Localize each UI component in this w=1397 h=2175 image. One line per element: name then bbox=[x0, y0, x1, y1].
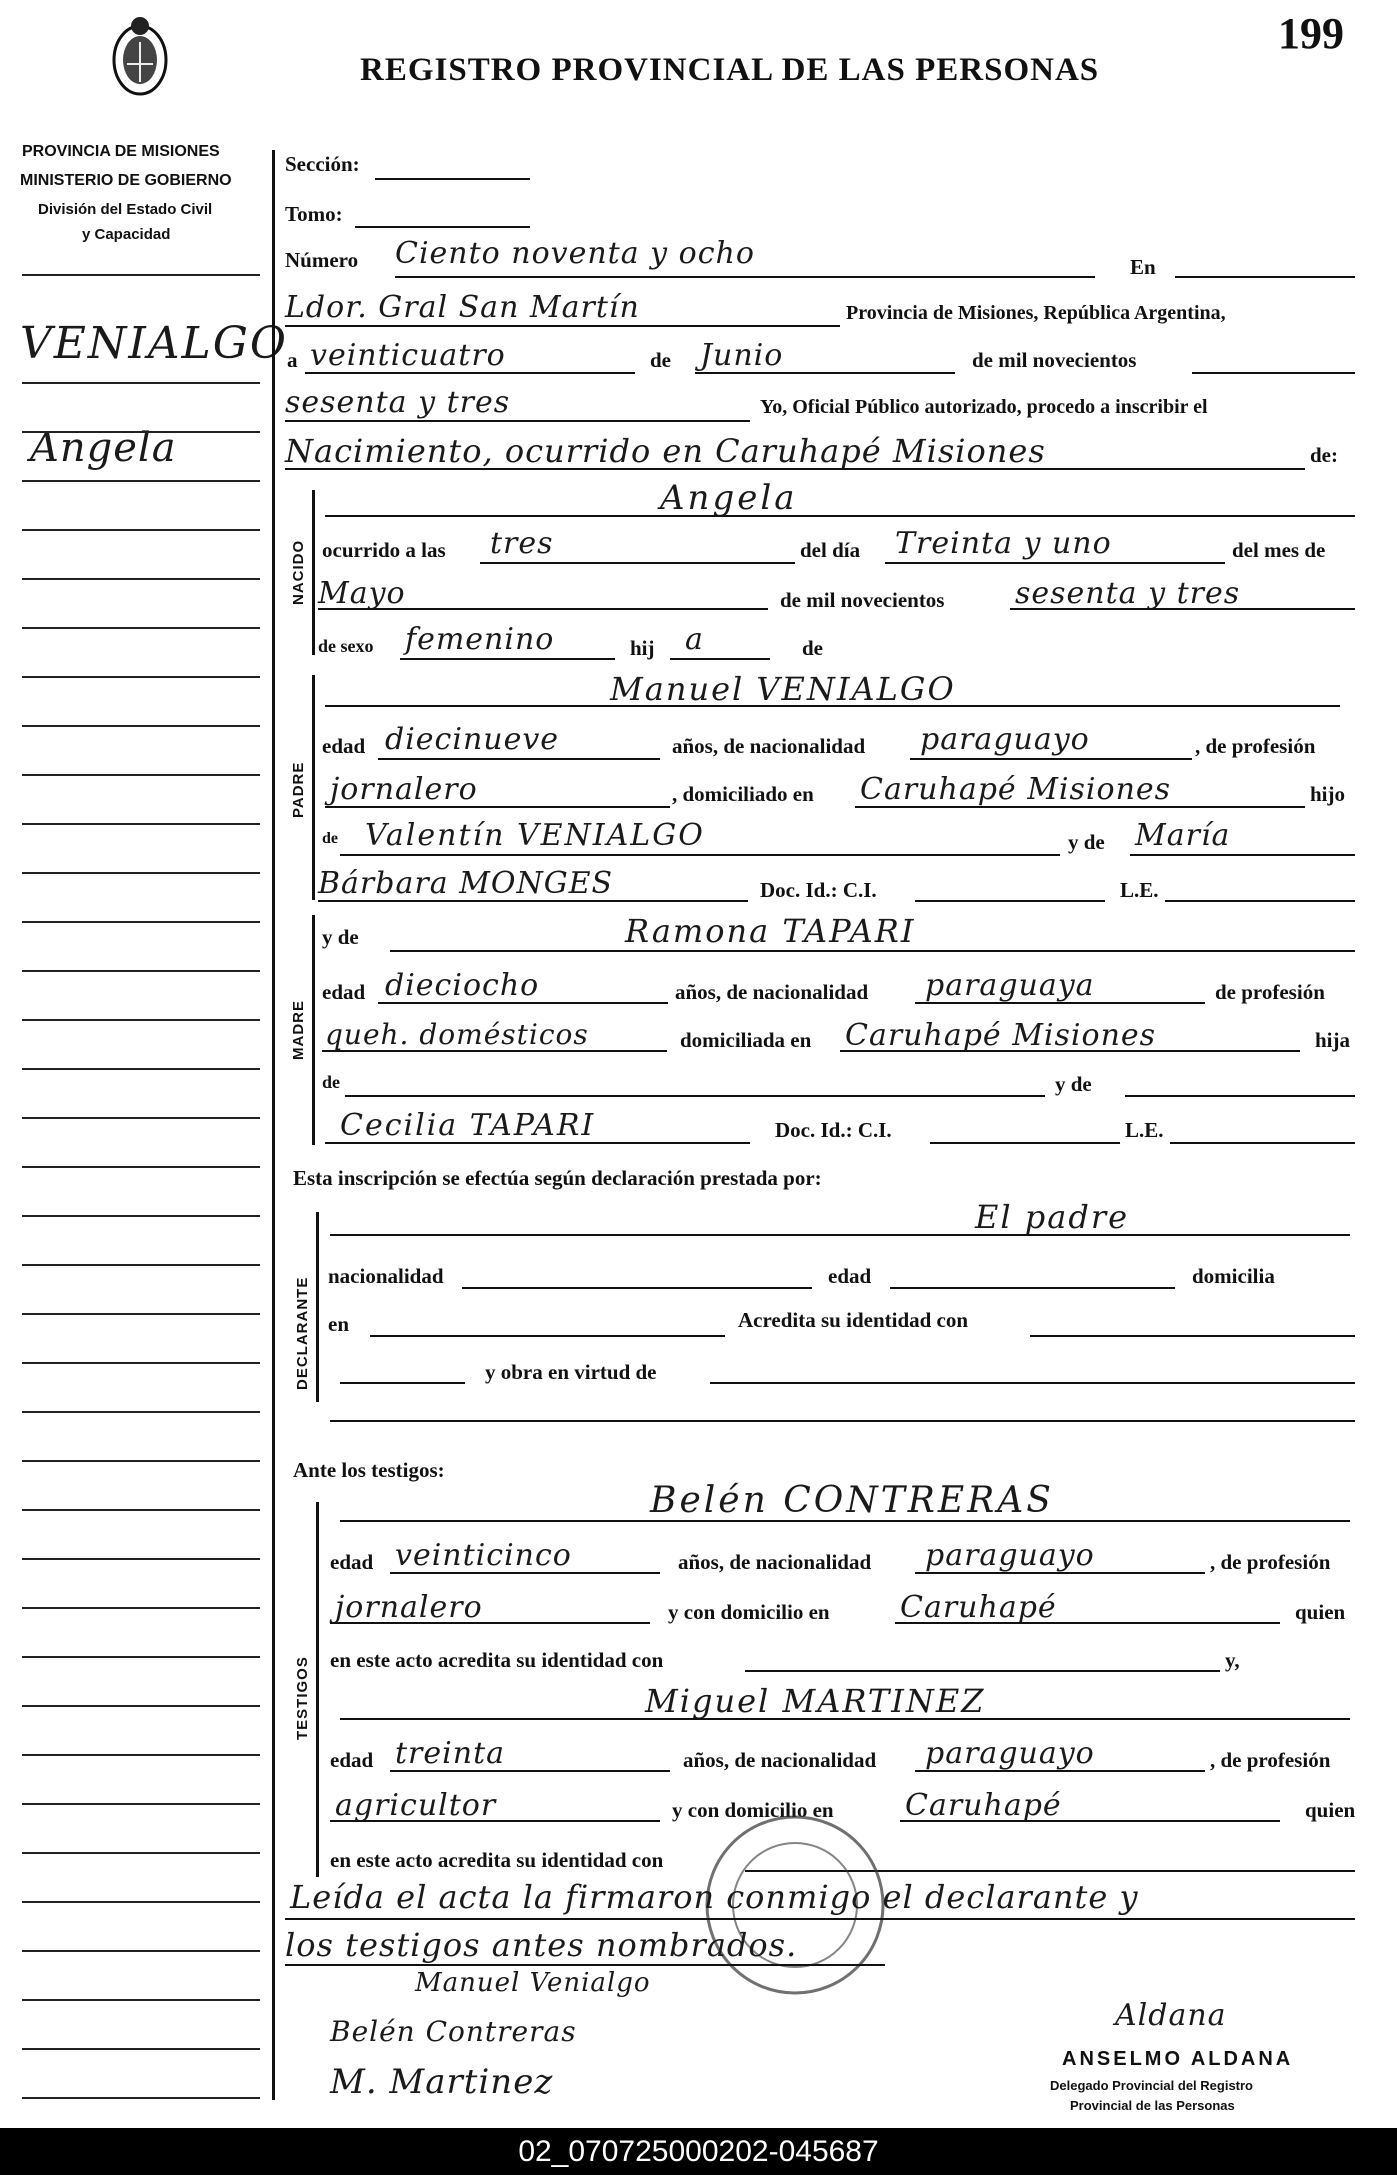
page-number: 199 bbox=[1278, 9, 1344, 58]
padre-dom-line bbox=[855, 806, 1305, 808]
nacido-nombre: Angela bbox=[660, 478, 798, 518]
padre-nac-line bbox=[910, 758, 1192, 760]
testigos-label: TESTIGOS bbox=[294, 1656, 311, 1740]
margin-rule-line bbox=[22, 1558, 260, 1560]
madre-prof-label: de profesión bbox=[1215, 980, 1325, 1004]
division-label-2: y Capacidad bbox=[82, 226, 171, 243]
en-label: En bbox=[1130, 255, 1156, 279]
madre-doc-label: Doc. Id.: C.I. bbox=[775, 1118, 892, 1142]
margin-rule-line bbox=[22, 2048, 260, 2050]
margin-rule-line bbox=[22, 1999, 260, 2001]
margin-rule-line bbox=[22, 1705, 260, 1707]
padre-prof-line bbox=[325, 806, 670, 808]
t2-edad-line bbox=[390, 1770, 670, 1772]
main-border bbox=[272, 150, 275, 2100]
margin-rule-line bbox=[22, 774, 260, 776]
margin-rule-line bbox=[22, 823, 260, 825]
padre-prof-value: jornalero bbox=[330, 772, 478, 807]
t2-anos-label: años, de nacionalidad bbox=[683, 1748, 877, 1772]
numero-value: Ciento noventa y ocho bbox=[395, 236, 755, 271]
margin-rule-line bbox=[22, 1803, 260, 1805]
declarante-domicilia-label: domicilia bbox=[1192, 1264, 1275, 1288]
margin-rule-line bbox=[22, 1460, 260, 1462]
margin-rule-line bbox=[22, 676, 260, 678]
padre-le-label: L.E. bbox=[1120, 878, 1159, 902]
domiciliado-label: , domiciliado en bbox=[672, 782, 814, 806]
margin-rule-line bbox=[22, 1754, 260, 1756]
dia-value: veinticuatro bbox=[310, 338, 506, 373]
madre-madre-line bbox=[1125, 1095, 1355, 1097]
testigos-intro: Ante los testigos: bbox=[293, 1458, 445, 1482]
mil-novecientos-label: de mil novecientos bbox=[972, 348, 1137, 372]
margin-rule-line bbox=[22, 578, 260, 580]
t1-prof-label: , de profesión bbox=[1210, 1550, 1331, 1574]
anio-value: sesenta y tres bbox=[285, 385, 511, 420]
padre-doc-label: Doc. Id.: C.I. bbox=[760, 878, 877, 902]
declarante-edad-label: edad bbox=[828, 1264, 872, 1288]
anio-line bbox=[285, 420, 750, 422]
padre-nombre-line bbox=[325, 705, 1340, 707]
margin-rule-line bbox=[22, 1509, 260, 1511]
padre-doc-line bbox=[915, 900, 1105, 902]
t2-dom-value: Caruhapé bbox=[905, 1788, 1062, 1823]
margin-rule-line bbox=[22, 1264, 260, 1266]
closing-line-2-rule bbox=[285, 1964, 885, 1966]
padre-de-label: de bbox=[322, 830, 338, 847]
seccion-label: Sección: bbox=[285, 152, 360, 176]
declarante-label: DECLARANTE bbox=[294, 1276, 311, 1390]
nacido-nombre-line bbox=[325, 515, 1355, 517]
declarante-en-line bbox=[370, 1335, 725, 1337]
padre-edad-line bbox=[378, 758, 660, 760]
margin-rule-line bbox=[22, 382, 260, 384]
t2-prof-value: agricultor bbox=[335, 1788, 497, 1823]
t2-nac-line bbox=[915, 1770, 1205, 1772]
margin-rule-line bbox=[22, 2097, 260, 2099]
division-label: División del Estado Civil bbox=[38, 201, 213, 218]
hij-line bbox=[670, 658, 770, 660]
margin-given-name: Angela bbox=[30, 425, 177, 471]
margin-rule-line bbox=[22, 725, 260, 727]
declarante-bracket bbox=[316, 1212, 319, 1402]
padre-anos-label: años, de nacionalidad bbox=[672, 734, 866, 758]
oficial-label: Yo, Oficial Público autorizado, procedo a inscribir el bbox=[760, 396, 1208, 418]
t1-dom-label: y con domicilio en bbox=[668, 1600, 830, 1624]
padre-dom-value: Caruhapé Misiones bbox=[860, 772, 1172, 807]
lugar-line bbox=[285, 325, 840, 327]
padre-madre-line-1 bbox=[1130, 854, 1355, 856]
tomo-line bbox=[355, 226, 530, 228]
madre-madre2-line bbox=[325, 1142, 750, 1144]
mes-line bbox=[695, 372, 955, 374]
official-title-2: Provincial de las Personas bbox=[1070, 2098, 1235, 2113]
madre-madre-value: Cecilia TAPARI bbox=[340, 1108, 596, 1143]
madre-doc-line bbox=[930, 1142, 1120, 1144]
madre-dom-value: Caruhapé Misiones bbox=[845, 1018, 1157, 1053]
padre-madre-value-1: María bbox=[1135, 818, 1231, 853]
t1-dom-line bbox=[895, 1622, 1280, 1624]
madre-y-de-label: y de bbox=[322, 925, 359, 949]
madre-le-label: L.E. bbox=[1125, 1118, 1164, 1142]
declarante-edad-line bbox=[890, 1287, 1175, 1289]
madre-edad-line bbox=[378, 1002, 668, 1004]
margin-rule-line bbox=[22, 1019, 260, 1021]
margin-rule-line bbox=[22, 1901, 260, 1903]
t1-acredita-line bbox=[745, 1670, 1220, 1672]
declarante-nombre: El padre bbox=[975, 1198, 1130, 1236]
closing-line-2: los testigos antes nombrados. bbox=[285, 1926, 798, 1964]
margin-rule-line bbox=[22, 1656, 260, 1658]
testigo1-nombre: Belén CONTRERAS bbox=[650, 1480, 1054, 1521]
seccion-line bbox=[375, 178, 530, 180]
margin-rule-line bbox=[22, 1166, 260, 1168]
t1-quien-label: quien bbox=[1295, 1600, 1346, 1624]
padre-y-de-label: y de bbox=[1068, 830, 1105, 854]
madre-le-line bbox=[1170, 1142, 1355, 1144]
t2-edad-label: edad bbox=[330, 1748, 374, 1772]
hecho-line bbox=[285, 468, 1305, 470]
t2-dom-label: y con domicilio en bbox=[672, 1798, 834, 1822]
t2-dom-line bbox=[900, 1820, 1280, 1822]
a-label: a bbox=[287, 348, 298, 372]
declarante-en-label: en bbox=[328, 1312, 349, 1336]
madre-prof-value: queh. domésticos bbox=[325, 1018, 589, 1051]
margin-rule-line bbox=[22, 627, 260, 629]
margin-rule-line bbox=[22, 431, 260, 433]
declarante-obra-pre-line bbox=[340, 1382, 465, 1384]
t1-nac-value: paraguayo bbox=[925, 1538, 1095, 1573]
madre-label: MADRE bbox=[290, 1000, 307, 1060]
margin-rule-line bbox=[22, 1362, 260, 1364]
mil-line bbox=[1192, 372, 1355, 374]
declarante-acredita-line bbox=[1030, 1335, 1355, 1337]
madre-prof-line bbox=[322, 1050, 667, 1052]
madre-padre-line bbox=[345, 1095, 1045, 1097]
padre-madre-line-2 bbox=[318, 900, 748, 902]
padre-edad-label: edad bbox=[322, 734, 366, 758]
t1-dom-value: Caruhapé bbox=[900, 1590, 1057, 1625]
hora-line bbox=[480, 562, 795, 564]
signature-testigo-1: Belén Contreras bbox=[330, 2015, 577, 2048]
padre-le-line bbox=[1165, 900, 1355, 902]
mes-nacido-line bbox=[318, 608, 768, 610]
declarante-obra-line bbox=[710, 1382, 1355, 1384]
hecho-value: Nacimiento, ocurrido en Caruhapé Misiones bbox=[285, 432, 1046, 470]
de-colon-label: de: bbox=[1310, 443, 1338, 467]
sexo-value: femenino bbox=[405, 622, 555, 657]
padre-padre-line bbox=[340, 854, 1060, 856]
t2-edad-value: treinta bbox=[395, 1736, 506, 1771]
t1-edad-value: veinticinco bbox=[395, 1538, 572, 1573]
declarante-nombre-line bbox=[330, 1234, 1350, 1236]
padre-edad-value: diecinueve bbox=[385, 722, 560, 757]
margin-rule-line bbox=[22, 1950, 260, 1952]
testigo2-nombre: Miguel MARTINEZ bbox=[645, 1682, 986, 1720]
de-sexo-label: de sexo bbox=[318, 636, 374, 656]
t1-prof-value: jornalero bbox=[335, 1590, 483, 1625]
margin-rule-line bbox=[22, 1411, 260, 1413]
padre-nombre: Manuel VENIALGO bbox=[610, 670, 956, 708]
lugar-value: Ldor. Gral San Martín bbox=[285, 290, 640, 325]
margin-rule-line bbox=[22, 529, 260, 531]
hij-suffix-value: a bbox=[685, 622, 704, 657]
mes-value: Junio bbox=[700, 338, 784, 373]
declarante-obra-label: y obra en virtud de bbox=[485, 1360, 657, 1384]
declarante-nac-line bbox=[462, 1287, 812, 1289]
t1-y-label: y, bbox=[1225, 1648, 1240, 1672]
padre-nac-value: paraguayo bbox=[920, 722, 1090, 757]
padre-bracket bbox=[312, 675, 315, 900]
margin-rule-line bbox=[22, 1852, 260, 1854]
declarante-intro: Esta inscripción se efectúa según declaración prestada por: bbox=[293, 1166, 822, 1190]
del-mes-label: del mes de bbox=[1232, 538, 1326, 562]
divider bbox=[22, 274, 260, 276]
en-line bbox=[1175, 276, 1355, 278]
t2-prof-line bbox=[330, 1820, 660, 1822]
madre-y-de2-label: y de bbox=[1055, 1072, 1092, 1096]
hora-value: tres bbox=[490, 526, 554, 561]
dia-nacido-value: Treinta y uno bbox=[895, 526, 1112, 561]
province-label: PROVINCIA DE MISIONES bbox=[22, 143, 220, 160]
testigos-bracket bbox=[316, 1502, 319, 1877]
margin-rule-line bbox=[22, 1215, 260, 1217]
de-label: de bbox=[650, 348, 671, 372]
padre-padre-value: Valentín VENIALGO bbox=[365, 818, 705, 853]
testigo2-nombre-line bbox=[340, 1718, 1350, 1720]
margin-rule-line bbox=[22, 921, 260, 923]
madre-nac-line bbox=[915, 1002, 1205, 1004]
sexo-line bbox=[400, 658, 615, 660]
madre-dom-line bbox=[840, 1050, 1300, 1052]
ocurrido-label: ocurrido a las bbox=[322, 538, 446, 562]
margin-rule-line bbox=[22, 1117, 260, 1119]
t2-acredita-label: en este acto acredita su identidad con bbox=[330, 1848, 664, 1872]
dia-line bbox=[305, 372, 635, 374]
hijo-label: hijo bbox=[1310, 782, 1346, 806]
signature-testigo-2: M. Martinez bbox=[330, 2062, 554, 2102]
padre-madre-value-2: Bárbara MONGES bbox=[318, 866, 614, 901]
t2-prof-label: , de profesión bbox=[1210, 1748, 1331, 1772]
anio-nacido-value: sesenta y tres bbox=[1015, 576, 1241, 611]
t2-quien-label: quien bbox=[1305, 1798, 1356, 1822]
coat-of-arms-seal bbox=[105, 12, 175, 100]
official-name: ANSELMO ALDANA bbox=[1062, 2048, 1294, 2070]
margin-surname: VENIALGO bbox=[20, 318, 288, 369]
testigo1-nombre-line bbox=[340, 1520, 1350, 1522]
margin-rule-line bbox=[22, 1068, 260, 1070]
madre-anos-label: años, de nacionalidad bbox=[675, 980, 869, 1004]
de-mil-label: de mil novecientos bbox=[780, 588, 945, 612]
signature-padre: Manuel Venialgo bbox=[415, 1968, 651, 1998]
hija-label: hija bbox=[1315, 1028, 1351, 1052]
t1-acredita-label: en este acto acredita su identidad con bbox=[330, 1648, 664, 1672]
t1-edad-line bbox=[390, 1572, 660, 1574]
t2-nac-value: paraguayo bbox=[925, 1736, 1095, 1771]
margin-rule-line bbox=[22, 480, 260, 482]
madre-nombre: Ramona TAPARI bbox=[625, 912, 916, 950]
margin-rule-line bbox=[22, 970, 260, 972]
nacido-bracket bbox=[312, 490, 315, 655]
nacido-de-label: de bbox=[802, 636, 823, 660]
anio-nacido-line bbox=[1010, 608, 1355, 610]
document-code-bar: 02_070725000202-045687 bbox=[0, 2128, 1397, 2175]
madre-edad-label: edad bbox=[322, 980, 366, 1004]
mes-nacido-value: Mayo bbox=[318, 576, 406, 611]
dia-nacido-line bbox=[885, 562, 1225, 564]
declarante-nac-label: nacionalidad bbox=[328, 1264, 444, 1288]
madre-edad-value: dieciocho bbox=[385, 968, 540, 1003]
del-dia-label: del día bbox=[800, 538, 861, 562]
official-title: Delegado Provincial del Registro bbox=[1050, 2078, 1253, 2093]
margin-rule-line bbox=[22, 1607, 260, 1609]
margin-rule-line bbox=[22, 872, 260, 874]
hij-label: hij bbox=[630, 636, 655, 660]
page-title: REGISTRO PROVINCIAL DE LAS PERSONAS bbox=[360, 52, 1100, 88]
madre-nombre-line bbox=[390, 950, 1355, 952]
madre-nac-value: paraguaya bbox=[925, 968, 1095, 1003]
closing-line-1: Leída el acta la firmaron conmigo el declarante y bbox=[290, 1878, 1139, 1916]
ministry-label: MINISTERIO DE GOBIERNO bbox=[20, 172, 232, 189]
tomo-label: Tomo: bbox=[285, 202, 343, 226]
closing-line-1-rule bbox=[285, 1918, 1355, 1920]
domiciliada-label: domiciliada en bbox=[680, 1028, 812, 1052]
nacido-label: NACIDO bbox=[290, 539, 307, 605]
madre-de-label: de bbox=[322, 1072, 340, 1092]
t1-nac-line bbox=[915, 1572, 1205, 1574]
numero-line bbox=[395, 276, 1095, 278]
margin-rule-line bbox=[22, 1313, 260, 1315]
numero-label: Número bbox=[285, 248, 359, 272]
signature-official: Aldana bbox=[1115, 1998, 1227, 2033]
t1-edad-label: edad bbox=[330, 1550, 374, 1574]
declarante-acredita-label: Acredita su identidad con bbox=[738, 1308, 969, 1332]
t1-prof-line bbox=[330, 1622, 650, 1624]
padre-label: PADRE bbox=[290, 761, 307, 818]
padre-prof-label: , de profesión bbox=[1195, 734, 1316, 758]
t1-anos-label: años, de nacionalidad bbox=[678, 1550, 872, 1574]
declarante-extra-line bbox=[330, 1420, 1355, 1422]
madre-bracket bbox=[312, 915, 315, 1145]
provincia-label: Provincia de Misiones, República Argentina, bbox=[846, 302, 1226, 324]
